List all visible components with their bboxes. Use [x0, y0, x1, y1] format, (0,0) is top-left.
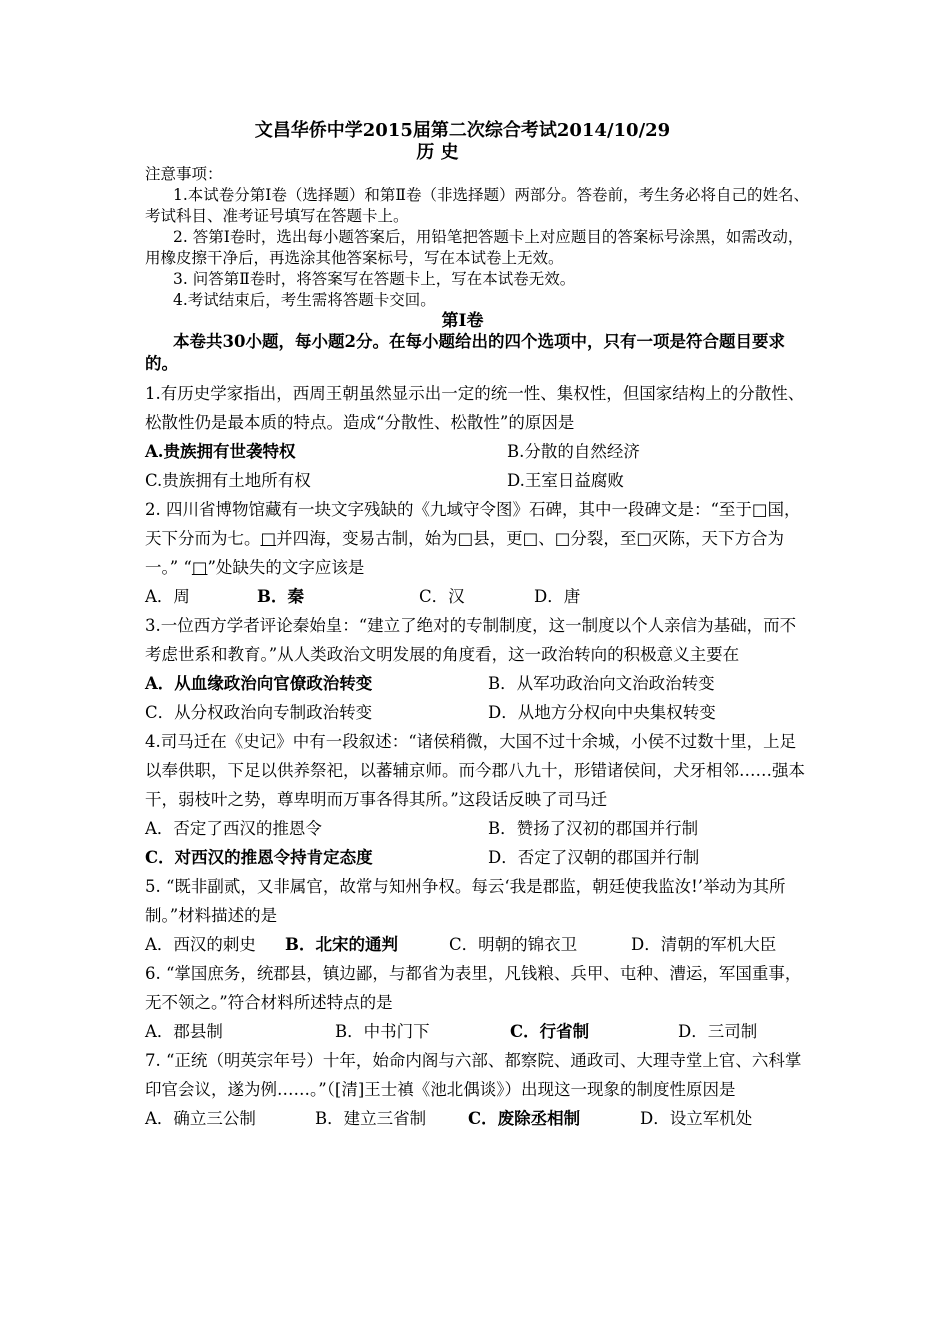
- option-d: D．从地方分权向中央集权转变: [488, 703, 716, 722]
- option-c: C.贵族拥有土地所有权: [145, 471, 311, 490]
- question-stem: 7. “正统（明英宗年号）十年，始命内阁与六部、都察院、通政司、大理寺堂上官、六科掌印官会议，遂为例……。”（[清]王士禛《池北偶谈》）出现这一现象的制度性原因是: [145, 1051, 802, 1099]
- option-c: C．明朝的锦衣卫: [449, 935, 578, 954]
- option-c: C．废除丞相制: [468, 1109, 581, 1128]
- question-2: [145, 495, 810, 611]
- option-b: B.分散的自然经济: [507, 442, 640, 461]
- note-item: 4.考试结束后，考生需将答题卡交回。: [173, 291, 436, 309]
- option-b: B．秦: [257, 587, 304, 606]
- option-c: C．行省制: [510, 1022, 590, 1041]
- option-a: A．西汉的刺史: [145, 935, 256, 954]
- option-a: A．确立三公制: [145, 1109, 256, 1128]
- option-a: A．郡县制: [145, 1022, 223, 1041]
- option-c: C．从分权政治向专制政治转变: [145, 703, 373, 722]
- option-b: B．建立三省制: [315, 1109, 427, 1128]
- option-a: A.贵族拥有世袭特权: [145, 442, 296, 461]
- notes-heading: 注意事项：: [145, 165, 223, 183]
- question-7: [145, 1046, 810, 1133]
- option-b: B．从军功政治向文治政治转变: [488, 674, 715, 693]
- note-item: 1.本试卷分第Ⅰ卷（选择题）和第Ⅱ卷（非选择题）两部分。答卷前，考生务必将自己的姓名、考试科目、准考证号填写在答题卡上。: [145, 186, 809, 225]
- exam-subject: 历 史: [416, 142, 459, 163]
- question-stem: 6. “掌国庶务，统郡县，镇边鄙，与都省为表里，凡钱粮、兵甲、屯种、漕运，军国重事，无不领之。”符合材料所述特点的是: [145, 964, 802, 1012]
- section-title: 第Ⅰ卷: [441, 311, 484, 331]
- question-stem: 3.一位西方学者评论秦始皇：“建立了绝对的专制制度，这一制度以个人亲信为基础，而不考虑世系和教育。”从人类政治文明发展的角度看，这一政治转向的积极意义主要在: [145, 616, 797, 664]
- question-5: [145, 872, 810, 959]
- option-b: B．赞扬了汉初的郡国并行制: [488, 819, 699, 838]
- option-c: C．对西汉的推恩令持肯定态度: [145, 848, 373, 867]
- question-stem: 4.司马迁在《史记》中有一段叙述：“诸侯稍微，大国不过十余城，小侯不过数十里，上足以奉供职，下足以供养祭祀，以蕃辅京师。而今郡八九十，形错诸侯间，犬牙相邻……强本干，弱枝叶之势，尊卑明而万事各得其所。”这段话反映了司马迁: [145, 732, 805, 809]
- option-d: D.王室日益腐败: [507, 471, 624, 490]
- exam-title: 文昌华侨中学2015届第二次综合考试2014/10/29: [254, 120, 671, 141]
- option-d: D．三司制: [678, 1022, 758, 1041]
- option-d: D．否定了汉朝的郡国并行制: [488, 848, 700, 867]
- question-stem: 2. 四川省博物馆藏有一块文字残缺的《九域守令图》石碑，其中一段碑文是：“至于□国，天下分而为七。□并四海，变易古制，始为□县，更□、□分裂，至□灭陈，天下方合为一。” “□”处缺失的文字应该是: [145, 500, 801, 577]
- section-intro: 本卷共30小题，每小题2分。在每小题给出的四个选项中，只有一项是符合题目要求的。: [145, 332, 785, 373]
- option-a: A．否定了西汉的推恩令: [145, 819, 322, 838]
- option-d: D．设立军机处: [640, 1109, 753, 1128]
- note-item: 2. 答第Ⅰ卷时，选出每小题答案后，用铅笔把答题卡上对应题目的答案标号涂黑，如需改动，用橡皮擦干净后，再选涂其他答案标号，写在本试卷上无效。: [145, 228, 804, 267]
- question-4: [145, 727, 810, 872]
- notes-block: [145, 164, 810, 311]
- note-item: 3. 问答第Ⅱ卷时，将答案写在答题卡上，写在本试卷无效。: [173, 270, 576, 288]
- exam-page: [145, 120, 810, 1133]
- question-3: [145, 611, 810, 727]
- option-d: D．唐: [534, 587, 581, 606]
- option-b: B．中书门下: [335, 1022, 430, 1041]
- option-a: A．周: [145, 587, 190, 606]
- option-a: A．从血缘政治向官僚政治转变: [145, 674, 373, 693]
- option-d: D．清朝的军机大臣: [631, 935, 777, 954]
- question-stem: 5. “既非副贰，又非属官，故常与知州争权。每云‘我是郡监，朝廷使我监汝!’举动为其所制。”材料描述的是: [145, 877, 786, 925]
- option-b: B．北宋的通判: [285, 935, 398, 954]
- question-stem: 1.有历史学家指出，西周王朝虽然显示出一定的统一性、集权性，但国家结构上的分散性、松散性仍是最本质的特点。造成“分散性、松散性”的原因是: [145, 384, 805, 432]
- option-c: C．汉: [419, 587, 465, 606]
- question-6: [145, 959, 810, 1046]
- question-1: [145, 379, 810, 495]
